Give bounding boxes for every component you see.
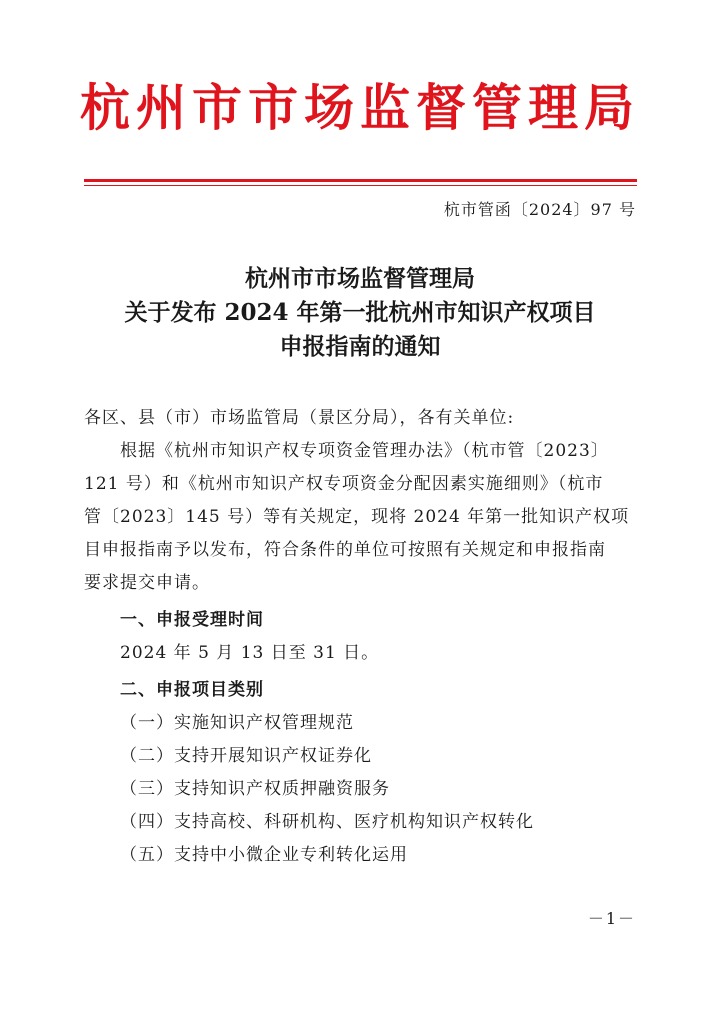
- red-divider-thin: [84, 185, 637, 186]
- section-heading-categories: 二、申报项目类别: [120, 680, 264, 700]
- red-divider-thick: [84, 179, 637, 182]
- paragraph-line: 根据《杭州市知识产权专项资金管理办法》（杭市管〔2023〕: [120, 441, 609, 461]
- title-line-3: 申报指南的通知: [279, 333, 441, 360]
- salutation: 各区、县（市）市场监管局（景区分局），各有关单位:: [84, 408, 515, 428]
- document-number: 杭市管函〔2024〕97 号: [443, 200, 636, 219]
- paragraph-line: 121 号）和《杭州市知识产权专项资金分配因素实施细则》（杭市: [84, 474, 604, 494]
- title-line-2: 关于发布 2024 年第一批杭州市知识产权项目: [124, 299, 596, 326]
- list-item: （一）实施知识产权管理规范: [120, 713, 354, 733]
- list-item: （二）支持开展知识产权证券化: [120, 746, 372, 766]
- title-line-1: 杭州市市场监督管理局: [245, 265, 475, 292]
- paragraph-line: 目申报指南予以发布，符合条件的单位可按照有关规定和申报指南: [84, 540, 606, 560]
- document-title: [0, 262, 720, 364]
- agency-masthead: 杭州市市场监督管理局: [80, 78, 640, 137]
- list-item: （四）支持高校、科研机构、医疗机构知识产权转化: [120, 812, 534, 832]
- page-number: －1－: [587, 909, 636, 928]
- intro-paragraph: [84, 435, 644, 600]
- paragraph-line: 管〔2023〕145 号）等有关规定，现将 2024 年第一批知识产权项: [84, 507, 630, 527]
- section-text-time: 2024 年 5 月 13 日至 31 日。: [120, 643, 380, 663]
- list-item: （三）支持知识产权质押融资服务: [120, 779, 390, 799]
- paragraph-line: 要求提交申请。: [84, 573, 210, 593]
- list-item: （五）支持中小微企业专利转化运用: [120, 845, 408, 865]
- document-body: [84, 402, 644, 872]
- section-heading-time: 一、申报受理时间: [120, 610, 264, 630]
